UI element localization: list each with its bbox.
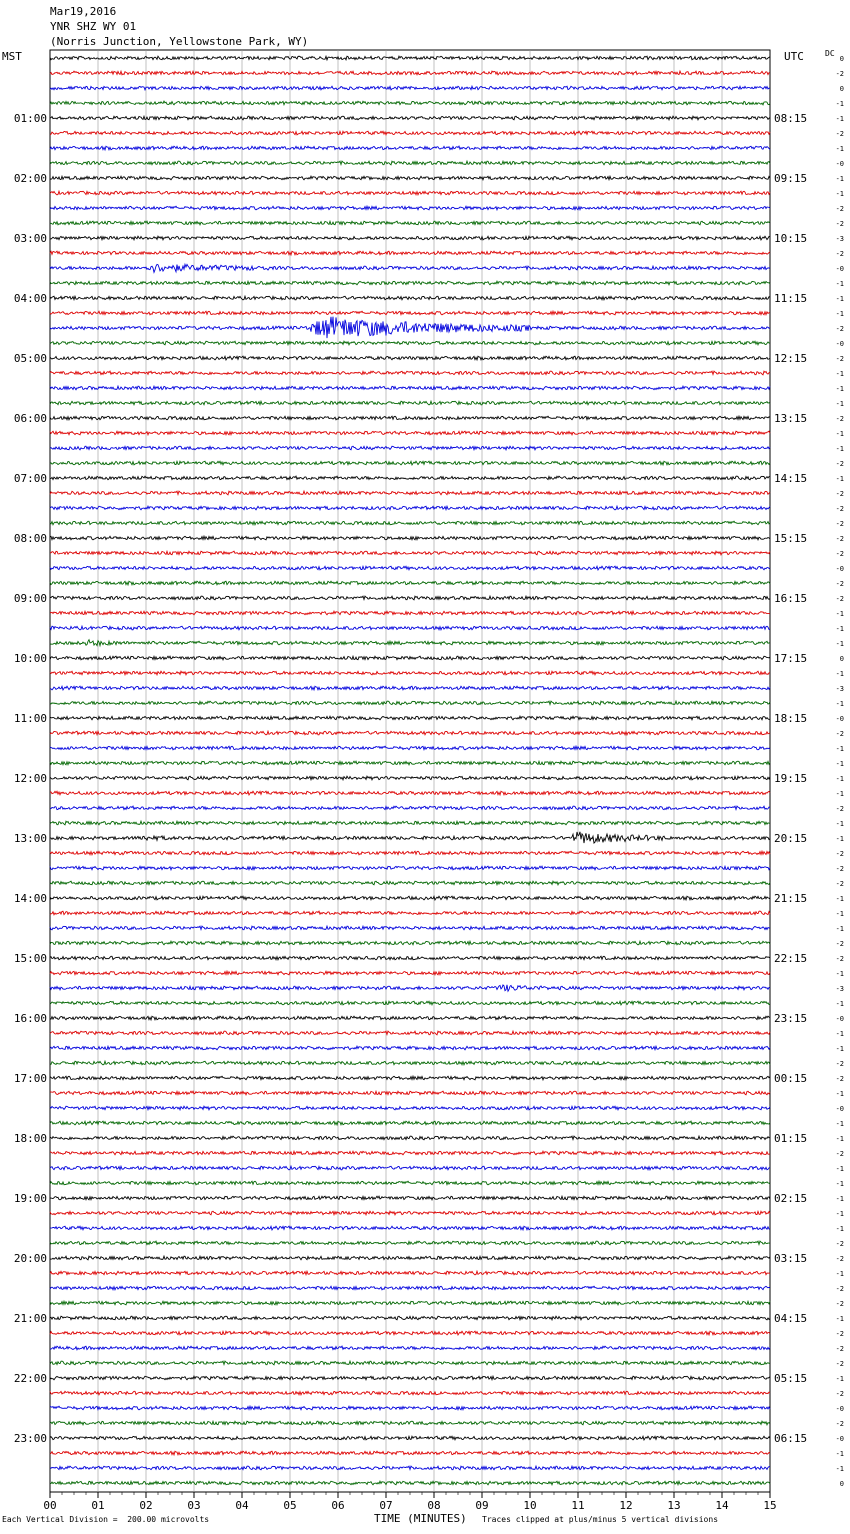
trace-line [50, 341, 770, 345]
trace-line [50, 1211, 770, 1215]
left-hour-label: 05:00 [13, 352, 47, 365]
trace-line [50, 761, 770, 765]
dc-offset-label: -2 [835, 415, 844, 423]
dc-offset-label: -2 [835, 1420, 844, 1428]
dc-offset-label: -1 [835, 820, 844, 828]
right-hour-label: 01:15 [774, 1132, 808, 1145]
left-hour-label: 18:00 [13, 1132, 47, 1145]
right-hour-label: 17:15 [774, 652, 808, 665]
dc-offset-label: -2 [835, 520, 844, 528]
x-tick-label: 07 [379, 1499, 393, 1512]
dc-offset-label: -0 [835, 1015, 844, 1023]
dc-offset-label: -2 [835, 505, 844, 513]
trace-line [50, 1421, 770, 1425]
trace-line [50, 1451, 770, 1455]
trace-line [50, 1346, 770, 1350]
trace-line [50, 1046, 770, 1050]
trace-line [50, 1376, 770, 1380]
trace-line [50, 956, 770, 960]
trace-line [50, 985, 770, 991]
dc-offset-label: -2 [835, 595, 844, 603]
right-hour-label: 08:15 [774, 112, 808, 125]
trace-line [50, 1166, 770, 1170]
dc-offset-label: -1 [835, 295, 844, 303]
dc-offset-label: -2 [835, 850, 844, 858]
trace-line [50, 251, 770, 255]
dc-offset-label: -1 [835, 175, 844, 183]
dc-offset-label: -1 [835, 1195, 844, 1203]
left-hour-label: 21:00 [13, 1312, 47, 1325]
dc-offset-label: 0 [839, 55, 844, 63]
trace-line [50, 776, 770, 780]
trace-line [50, 1151, 770, 1155]
trace-line [50, 56, 770, 60]
trace-line [50, 1481, 770, 1485]
x-tick-label: 11 [571, 1499, 585, 1512]
scale-note: Each Vertical Division = 200.00 microvolts [2, 1515, 210, 1524]
trace-line [50, 71, 770, 75]
right-hour-label: 05:15 [774, 1372, 808, 1385]
plot-frame [50, 50, 770, 1492]
dc-offset-label: -1 [835, 280, 844, 288]
trace-line [50, 701, 770, 705]
dc-offset-label: -2 [835, 880, 844, 888]
right-hour-label: 09:15 [774, 172, 808, 185]
trace-line [50, 566, 770, 570]
dc-offset-label: -0 [835, 265, 844, 273]
trace-line [50, 1196, 770, 1200]
trace-line [50, 731, 770, 735]
left-hour-label: 22:00 [13, 1372, 47, 1385]
right-hour-label: 19:15 [774, 772, 808, 785]
trace-line [50, 941, 770, 945]
trace-line [50, 206, 770, 210]
right-hour-label: 04:15 [774, 1312, 808, 1325]
dc-offset-label: -1 [835, 670, 844, 678]
dc-offset-label: -1 [835, 1000, 844, 1008]
trace-line [50, 281, 770, 285]
trace-line [50, 521, 770, 525]
trace-line [50, 146, 770, 150]
dc-offset-label: -2 [835, 220, 844, 228]
x-tick-label: 02 [139, 1499, 153, 1512]
x-tick-label: 10 [523, 1499, 537, 1512]
trace-line [50, 116, 770, 120]
x-tick-label: 14 [715, 1499, 729, 1512]
left-hour-label: 01:00 [13, 112, 47, 125]
dc-offset-label: -3 [835, 985, 844, 993]
dc-offset-label: -0 [835, 565, 844, 573]
dc-offset-label: -2 [835, 940, 844, 948]
dc-offset-label: -2 [835, 955, 844, 963]
trace-line [50, 296, 770, 300]
left-hour-label: 10:00 [13, 652, 47, 665]
trace-line [50, 1181, 770, 1185]
trace-line [50, 446, 770, 450]
dc-offset-label: -2 [835, 70, 844, 78]
dc-offset-label: -1 [835, 1165, 844, 1173]
dc-offset-label: -1 [835, 1180, 844, 1188]
trace-line [50, 416, 770, 420]
dc-offset-label: -1 [835, 385, 844, 393]
right-hour-label: 14:15 [774, 472, 808, 485]
left-hour-label: 06:00 [13, 412, 47, 425]
right-hour-label: 18:15 [774, 712, 808, 725]
dc-offset-label: -1 [835, 1210, 844, 1218]
left-hour-label: 19:00 [13, 1192, 47, 1205]
left-hour-label: 03:00 [13, 232, 47, 245]
dc-offset-label: -0 [835, 160, 844, 168]
dc-offset-label: -2 [835, 805, 844, 813]
trace-line [50, 1316, 770, 1320]
dc-offset-label: -1 [835, 310, 844, 318]
trace-line [50, 1061, 770, 1065]
left-hour-label: 11:00 [13, 712, 47, 725]
left-hour-label: 17:00 [13, 1072, 47, 1085]
trace-line [50, 221, 770, 225]
station-code: YNR SHZ WY 01 [50, 20, 137, 33]
trace-line [50, 971, 770, 975]
x-tick-label: 05 [283, 1499, 297, 1512]
dc-offset-label: -1 [835, 145, 844, 153]
dc-offset-label: -3 [835, 685, 844, 693]
trace-line [50, 317, 770, 339]
dc-offset-label: -1 [835, 1030, 844, 1038]
x-tick-label: 01 [91, 1499, 105, 1512]
dc-offset-label: -1 [835, 1465, 844, 1473]
trace-line [50, 1331, 770, 1335]
trace-line [50, 506, 770, 510]
trace-line [50, 1136, 770, 1140]
left-hour-label: 14:00 [13, 892, 47, 905]
dc-offset-label: -2 [835, 1150, 844, 1158]
trace-line [50, 161, 770, 165]
trace-line [50, 851, 770, 855]
trace-line [50, 806, 770, 810]
dc-offset-label: -2 [835, 1300, 844, 1308]
dc-offset-label: -2 [835, 460, 844, 468]
trace-line [50, 491, 770, 495]
left-hour-label: 08:00 [13, 532, 47, 545]
dc-offset-label: -2 [835, 490, 844, 498]
dc-offset-label: -1 [835, 1135, 844, 1143]
dc-offset-label: -2 [835, 130, 844, 138]
dc-offset-label: -1 [835, 475, 844, 483]
trace-line [50, 866, 770, 870]
trace-line [50, 101, 770, 105]
right-hour-label: 11:15 [774, 292, 808, 305]
dc-offset-label: -1 [835, 190, 844, 198]
trace-line [50, 1226, 770, 1230]
trace-line [50, 671, 770, 675]
trace-line [50, 896, 770, 900]
trace-line [50, 386, 770, 390]
dc-offset-label: -1 [835, 610, 844, 618]
clip-note: Traces clipped at plus/minus 5 vertical divisions [482, 1515, 719, 1524]
right-hour-label: 03:15 [774, 1252, 808, 1265]
trace-line [50, 371, 770, 375]
trace-line [50, 1001, 770, 1005]
dc-offset-label: -2 [835, 580, 844, 588]
dc-offset-label: -2 [835, 325, 844, 333]
right-hour-label: 00:15 [774, 1072, 808, 1085]
dc-offset-label: -2 [835, 1255, 844, 1263]
trace-line [50, 821, 770, 825]
right-hour-label: 10:15 [774, 232, 808, 245]
dc-offset-label: -1 [835, 1450, 844, 1458]
right-hour-label: 06:15 [774, 1432, 808, 1445]
dc-offset-label: -1 [835, 640, 844, 648]
trace-line [50, 536, 770, 540]
dc-offset-label: -1 [835, 1375, 844, 1383]
right-hour-label: 21:15 [774, 892, 808, 905]
trace-line [50, 264, 770, 272]
trace-line [50, 176, 770, 180]
trace-line [50, 626, 770, 630]
dc-offset-label: -3 [835, 235, 844, 243]
dc-offset-label: -1 [835, 1270, 844, 1278]
right-hour-label: 23:15 [774, 1012, 808, 1025]
trace-line [50, 1391, 770, 1395]
dc-offset-label: -1 [835, 1120, 844, 1128]
trace-line [50, 131, 770, 135]
dc-offset-label: -2 [835, 1285, 844, 1293]
right-hour-label: 20:15 [774, 832, 808, 845]
label-layer [14, 55, 844, 1512]
trace-line [50, 640, 770, 646]
x-tick-label: 09 [475, 1499, 489, 1512]
dc-offset-label: 0 [839, 1480, 844, 1488]
trace-line [50, 1466, 770, 1470]
trace-line [50, 551, 770, 555]
left-hour-label: 15:00 [13, 952, 47, 965]
trace-line [50, 1406, 770, 1410]
left-hour-label: 04:00 [13, 292, 47, 305]
x-tick-label: 15 [763, 1499, 777, 1512]
right-hour-label: 15:15 [774, 532, 808, 545]
left-hour-label: 20:00 [13, 1252, 47, 1265]
dc-offset-label: -1 [835, 910, 844, 918]
dc-offset-label: -1 [835, 430, 844, 438]
dc-offset-label: -1 [835, 700, 844, 708]
trace-line [50, 191, 770, 195]
trace-line [50, 791, 770, 795]
trace-line [50, 656, 770, 660]
dc-offset-label: -1 [835, 925, 844, 933]
trace-line [50, 311, 770, 315]
dc-offset-label: -1 [835, 1045, 844, 1053]
dc-offset-label: -1 [835, 775, 844, 783]
x-tick-label: 06 [331, 1499, 345, 1512]
right-timezone-label: UTC [784, 50, 804, 63]
right-hour-label: 12:15 [774, 352, 808, 365]
x-axis-title: TIME (MINUTES) [374, 1512, 467, 1525]
dc-offset-label: -0 [835, 1435, 844, 1443]
dc-offset-label: -1 [835, 760, 844, 768]
dc-offset-label: -2 [835, 1240, 844, 1248]
trace-line [50, 1016, 770, 1020]
dc-offset-label: -0 [835, 340, 844, 348]
x-tick-label: 13 [667, 1499, 681, 1512]
trace-line [50, 476, 770, 480]
x-tick-label: 03 [187, 1499, 201, 1512]
dc-offset-label: -2 [835, 1060, 844, 1068]
dc-offset-label: -2 [835, 355, 844, 363]
trace-line [50, 1361, 770, 1365]
dc-offset-label: -1 [835, 115, 844, 123]
dc-offset-label: -1 [835, 625, 844, 633]
left-hour-label: 09:00 [13, 592, 47, 605]
dc-offset-label: -2 [835, 250, 844, 258]
trace-layer [50, 56, 770, 1485]
trace-line [50, 356, 770, 360]
dc-offset-label: -1 [835, 1315, 844, 1323]
left-hour-label: 13:00 [13, 832, 47, 845]
dc-offset-label: -2 [835, 1345, 844, 1353]
x-tick-label: 08 [427, 1499, 441, 1512]
dc-offset-label: -0 [835, 1105, 844, 1113]
dc-offset-label: -1 [835, 1090, 844, 1098]
left-hour-label: 12:00 [13, 772, 47, 785]
dc-offset-label: -2 [835, 1360, 844, 1368]
x-tick-label: 12 [619, 1499, 633, 1512]
trace-line [50, 1031, 770, 1035]
dc-offset-label: -2 [835, 1330, 844, 1338]
trace-line [50, 431, 770, 435]
trace-line [50, 881, 770, 885]
trace-line [50, 1121, 770, 1125]
dc-offset-label: -1 [835, 835, 844, 843]
trace-line [50, 686, 770, 690]
dc-offset-label: -2 [835, 550, 844, 558]
plot-date: Mar19,2016 [50, 5, 117, 18]
dc-offset-label: -1 [835, 400, 844, 408]
dc-offset-label: -2 [835, 865, 844, 873]
right-hour-label: 16:15 [774, 592, 808, 605]
dc-offset-label: -2 [835, 1075, 844, 1083]
x-tick-label: 00 [43, 1499, 57, 1512]
dc-offset-label: 0 [839, 85, 844, 93]
dc-offset-label: -1 [835, 1225, 844, 1233]
trace-line [50, 1106, 770, 1110]
left-hour-label: 02:00 [13, 172, 47, 185]
dc-offset-label: -1 [835, 970, 844, 978]
right-hour-label: 13:15 [774, 412, 808, 425]
right-hour-label: 22:15 [774, 952, 808, 965]
dc-offset-label: -1 [835, 445, 844, 453]
trace-line [50, 1076, 770, 1080]
left-hour-label: 23:00 [13, 1432, 47, 1445]
dc-offset-label: -1 [835, 895, 844, 903]
left-hour-label: 16:00 [13, 1012, 47, 1025]
trace-line [50, 401, 770, 405]
dc-offset-label: -1 [835, 745, 844, 753]
trace-line [50, 596, 770, 600]
dc-offset-label: -2 [835, 205, 844, 213]
trace-line [50, 911, 770, 915]
trace-line [50, 86, 770, 90]
dc-offset-label: -1 [835, 100, 844, 108]
left-timezone-label: MST [2, 50, 22, 63]
dc-offset-label: -1 [835, 370, 844, 378]
trace-line [50, 1091, 770, 1095]
trace-line [50, 926, 770, 930]
trace-line [50, 1271, 770, 1275]
station-location: (Norris Junction, Yellowstone Park, WY) [50, 35, 309, 48]
trace-line [50, 581, 770, 585]
dc-offset-label: -2 [835, 1390, 844, 1398]
dc-offset-label: 0 [839, 655, 844, 663]
trace-line [50, 1286, 770, 1290]
trace-line [50, 1241, 770, 1245]
trace-line [50, 1256, 770, 1260]
dc-offset-label: -2 [835, 730, 844, 738]
dc-offset-header: DC [825, 49, 835, 58]
x-tick-label: 04 [235, 1499, 249, 1512]
dc-offset-label: -0 [835, 1405, 844, 1413]
dc-offset-label: -1 [835, 790, 844, 798]
trace-line [50, 236, 770, 240]
trace-line [50, 461, 770, 465]
trace-line [50, 1436, 770, 1440]
trace-line [50, 716, 770, 720]
dc-offset-label: -0 [835, 715, 844, 723]
trace-line [50, 832, 770, 843]
right-hour-label: 02:15 [774, 1192, 808, 1205]
left-hour-label: 07:00 [13, 472, 47, 485]
trace-line [50, 1301, 770, 1305]
dc-offset-label: -2 [835, 535, 844, 543]
trace-line [50, 611, 770, 615]
trace-line [50, 746, 770, 750]
